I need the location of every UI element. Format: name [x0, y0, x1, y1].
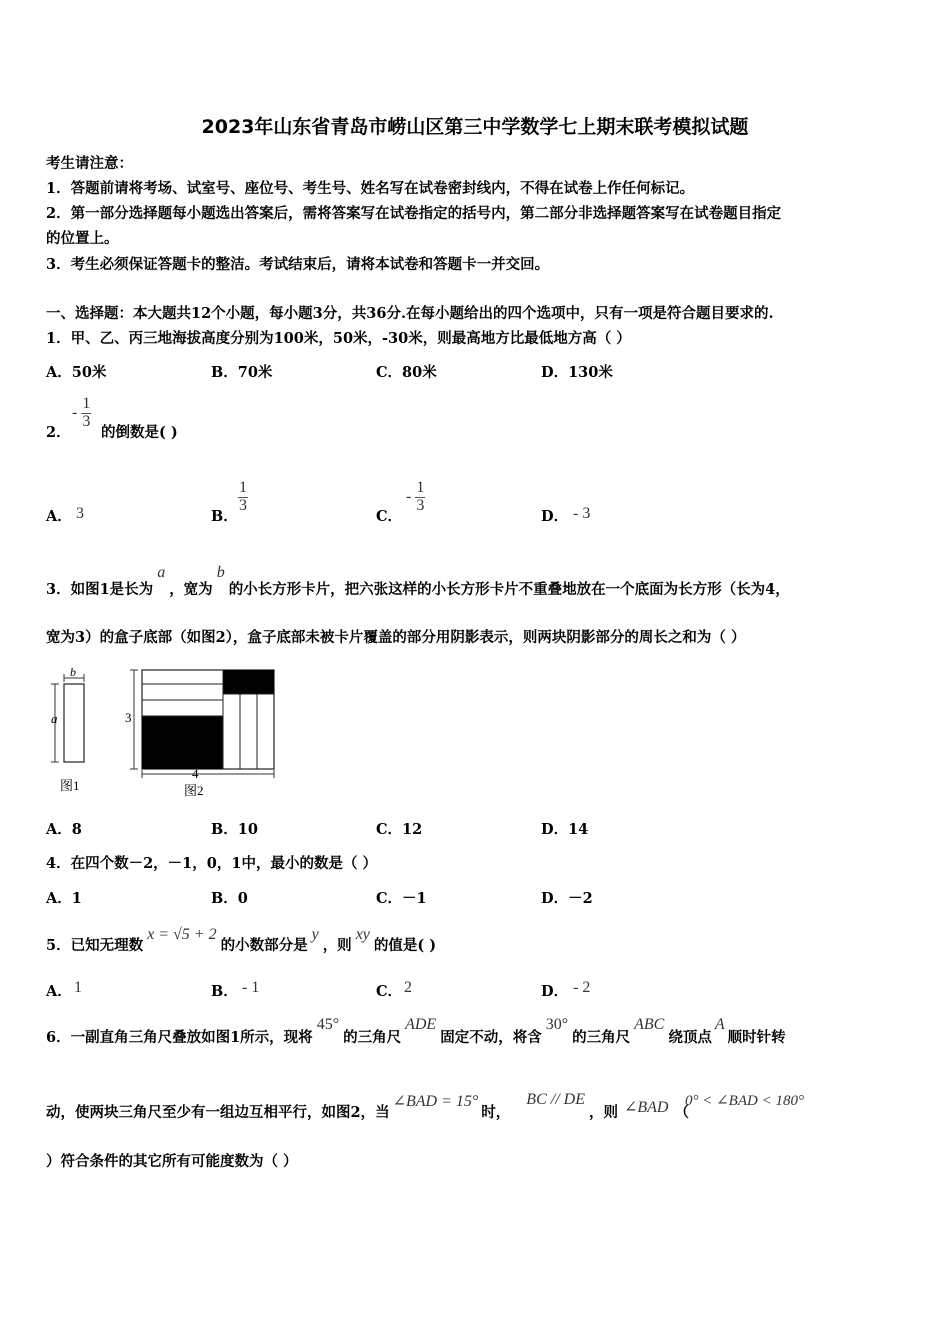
q6-part5: 绕顶点 — [668, 1029, 712, 1046]
q2-option-d-value: - 3 — [573, 505, 591, 522]
q6-part3: 固定不动，将含 — [440, 1029, 542, 1046]
q6-line3: ）符合条件的其它所有可能度数为（ ） — [46, 1153, 298, 1170]
q2-frac-den: 3 — [82, 412, 91, 430]
q4-stem: 4．在四个数－2，－1，0，1中，最小的数是（ ） — [46, 855, 377, 872]
q2-optc-minus: - — [406, 488, 412, 506]
q5-expression: x = √5 + 2 — [147, 926, 217, 943]
q1-stem: 1．甲、乙、丙三地海拔高度分别为100米，50米，-30米，则最高地方比最低地方高（ ） — [46, 330, 631, 347]
q3-part3: 的小长方形卡片，把六张这样的小长方形卡片不重叠地放在一个底面为长方形（长为4， — [228, 581, 790, 598]
q5-option-b-value: - 1 — [242, 979, 260, 996]
q2-optb-den: 3 — [239, 496, 247, 514]
notice-item-3: 3．考生必须保证答题卡的整洁。考试结束后，请将本试卷和答题卡一并交回。 — [46, 256, 550, 273]
q4-option-b[interactable]: B．0 — [211, 890, 248, 907]
q2-option-b-value — [238, 480, 248, 515]
q3-option-d[interactable]: D．14 — [541, 821, 589, 838]
fig2-label-3: 3 — [125, 710, 132, 725]
q5-part3: ，则 — [322, 937, 352, 954]
q2-optc-den: 3 — [416, 496, 425, 514]
notice-item-2: 2．第一部分选择题每小题选出答案后，需将答案写在试卷指定的括号内，第二部分非选择题答案写在试卷题目指定 — [46, 205, 782, 222]
q2-frac-num: 1 — [82, 395, 91, 412]
fig2-caption: 图2 — [184, 783, 204, 798]
q1-option-b[interactable]: B．70米 — [211, 364, 273, 381]
q5-var-y: y — [311, 926, 319, 943]
q5-part1: 5．已知无理数 — [46, 937, 144, 954]
q2-fraction — [81, 396, 91, 431]
q4-option-c[interactable]: C．－1 — [376, 890, 427, 907]
section-heading: 一、选择题：本大题共12个小题，每小题3分，共36分.在每小题给出的四个选项中，只有一项是符合题目要求的. — [46, 305, 774, 322]
q6-var-A: A — [714, 1016, 725, 1033]
q1-option-a[interactable]: A．50米 — [46, 364, 107, 381]
q6-deg30: 30° — [545, 1016, 569, 1033]
q6-ade: ADE — [405, 1016, 437, 1033]
q5-label-a[interactable]: A． — [46, 983, 72, 1000]
q3-figure-2 — [118, 664, 288, 802]
q3-option-c[interactable]: C．12 — [376, 821, 423, 838]
q6-line2-c: ，则 — [588, 1104, 618, 1121]
q6-part1: 6．一副直角三角尺叠放如图1所示，现将 — [46, 1029, 313, 1046]
q2-number: 2． — [46, 424, 71, 441]
q5-label-c[interactable]: C． — [376, 983, 403, 1000]
page-title: 2023年山东省青岛市崂山区第三中学数学七上期末联考模拟试题 — [201, 116, 749, 138]
fig1-label-b: b — [70, 666, 76, 679]
q6-part6: 顺时针转 — [727, 1029, 786, 1046]
q6-line2-a: 动，使两块三角尺至少有一组边互相平行，如图2，当 — [46, 1104, 390, 1121]
notice-heading: 考生请注意： — [46, 155, 133, 172]
q2-label-b[interactable]: B． — [211, 508, 238, 525]
q2-label-a[interactable]: A． — [46, 508, 72, 525]
q6-line2 — [46, 1091, 804, 1122]
notice-item-1: 1．答题前请将考场、试室号、座位号、考生号、姓名写在试卷密封线内，不得在试卷上作任何标记。 — [46, 180, 695, 197]
q6-part4: 的三角尺 — [572, 1029, 631, 1046]
q6-angle-eq: ∠BAD = 15° — [392, 1093, 479, 1110]
q5-option-a-value: 1 — [74, 979, 82, 996]
q3-figure-1 — [46, 666, 106, 796]
notice-item-2-cont: 的位置上。 — [46, 230, 119, 247]
q2-optb-num: 1 — [239, 479, 247, 496]
q3-part1: 3．如图1是长为 — [46, 581, 154, 598]
q6-line2-b: 时， — [481, 1104, 511, 1121]
q1-option-c[interactable]: C．80米 — [376, 364, 437, 381]
fig1-caption: 图1 — [60, 778, 80, 793]
fig1-card — [64, 684, 84, 762]
fig1-label-a: a — [51, 711, 58, 726]
q4-option-a[interactable]: A．1 — [46, 890, 82, 907]
fig2-label-4: 4 — [192, 766, 199, 781]
q2-expression — [72, 396, 91, 431]
q5-part4: 的值是( ) — [373, 937, 437, 954]
q6-abc: ABC — [634, 1016, 665, 1033]
q3-var-b: b — [216, 564, 225, 581]
q1-option-d[interactable]: D．130米 — [541, 364, 613, 381]
q2-option-c-value — [406, 480, 425, 515]
q3-line2: 宽为3）的盒子底部（如图2），盒子底部未被卡片覆盖的部分用阴影表示，则两块阴影部分的周长之和为（ ） — [46, 629, 746, 646]
q5-label-d[interactable]: D． — [541, 983, 569, 1000]
q2-optc-num: 1 — [416, 479, 425, 496]
q3-var-a: a — [157, 564, 166, 581]
q6-angle-bad: ∠BAD — [623, 1099, 669, 1116]
q6-parallel: BC // DE — [526, 1091, 585, 1108]
q5-option-d-value: - 2 — [573, 979, 591, 996]
q4-option-d[interactable]: D．－2 — [541, 890, 593, 907]
q5-stem — [46, 926, 437, 955]
q5-option-c-value: 2 — [404, 979, 412, 996]
q5-part2: 的小数部分是 — [220, 937, 308, 954]
q6-paren-open: （ — [674, 1104, 689, 1121]
q2-label-c[interactable]: C． — [376, 508, 403, 525]
q2-option-a-value: 3 — [76, 505, 84, 522]
fig2-shade-top-right — [223, 670, 274, 694]
fig2-shade-bottom-left — [142, 716, 223, 769]
q3-part2: ，宽为 — [169, 581, 213, 598]
q3-option-b[interactable]: B．10 — [211, 821, 258, 838]
q6-line1 — [46, 1016, 786, 1047]
q5-label-b[interactable]: B． — [211, 983, 238, 1000]
q3-option-a[interactable]: A．8 — [46, 821, 82, 838]
q2-stem-tail: 的倒数是( ) — [101, 424, 178, 441]
q3-line1 — [46, 564, 790, 599]
q6-range: 0° < ∠BAD < 180° — [684, 1093, 804, 1109]
q6-part2: 的三角尺 — [343, 1029, 402, 1046]
q6-deg45: 45° — [316, 1016, 340, 1033]
q2-minus: - — [72, 404, 78, 422]
q5-var-xy: xy — [355, 926, 370, 943]
q2-label-d[interactable]: D． — [541, 508, 569, 525]
